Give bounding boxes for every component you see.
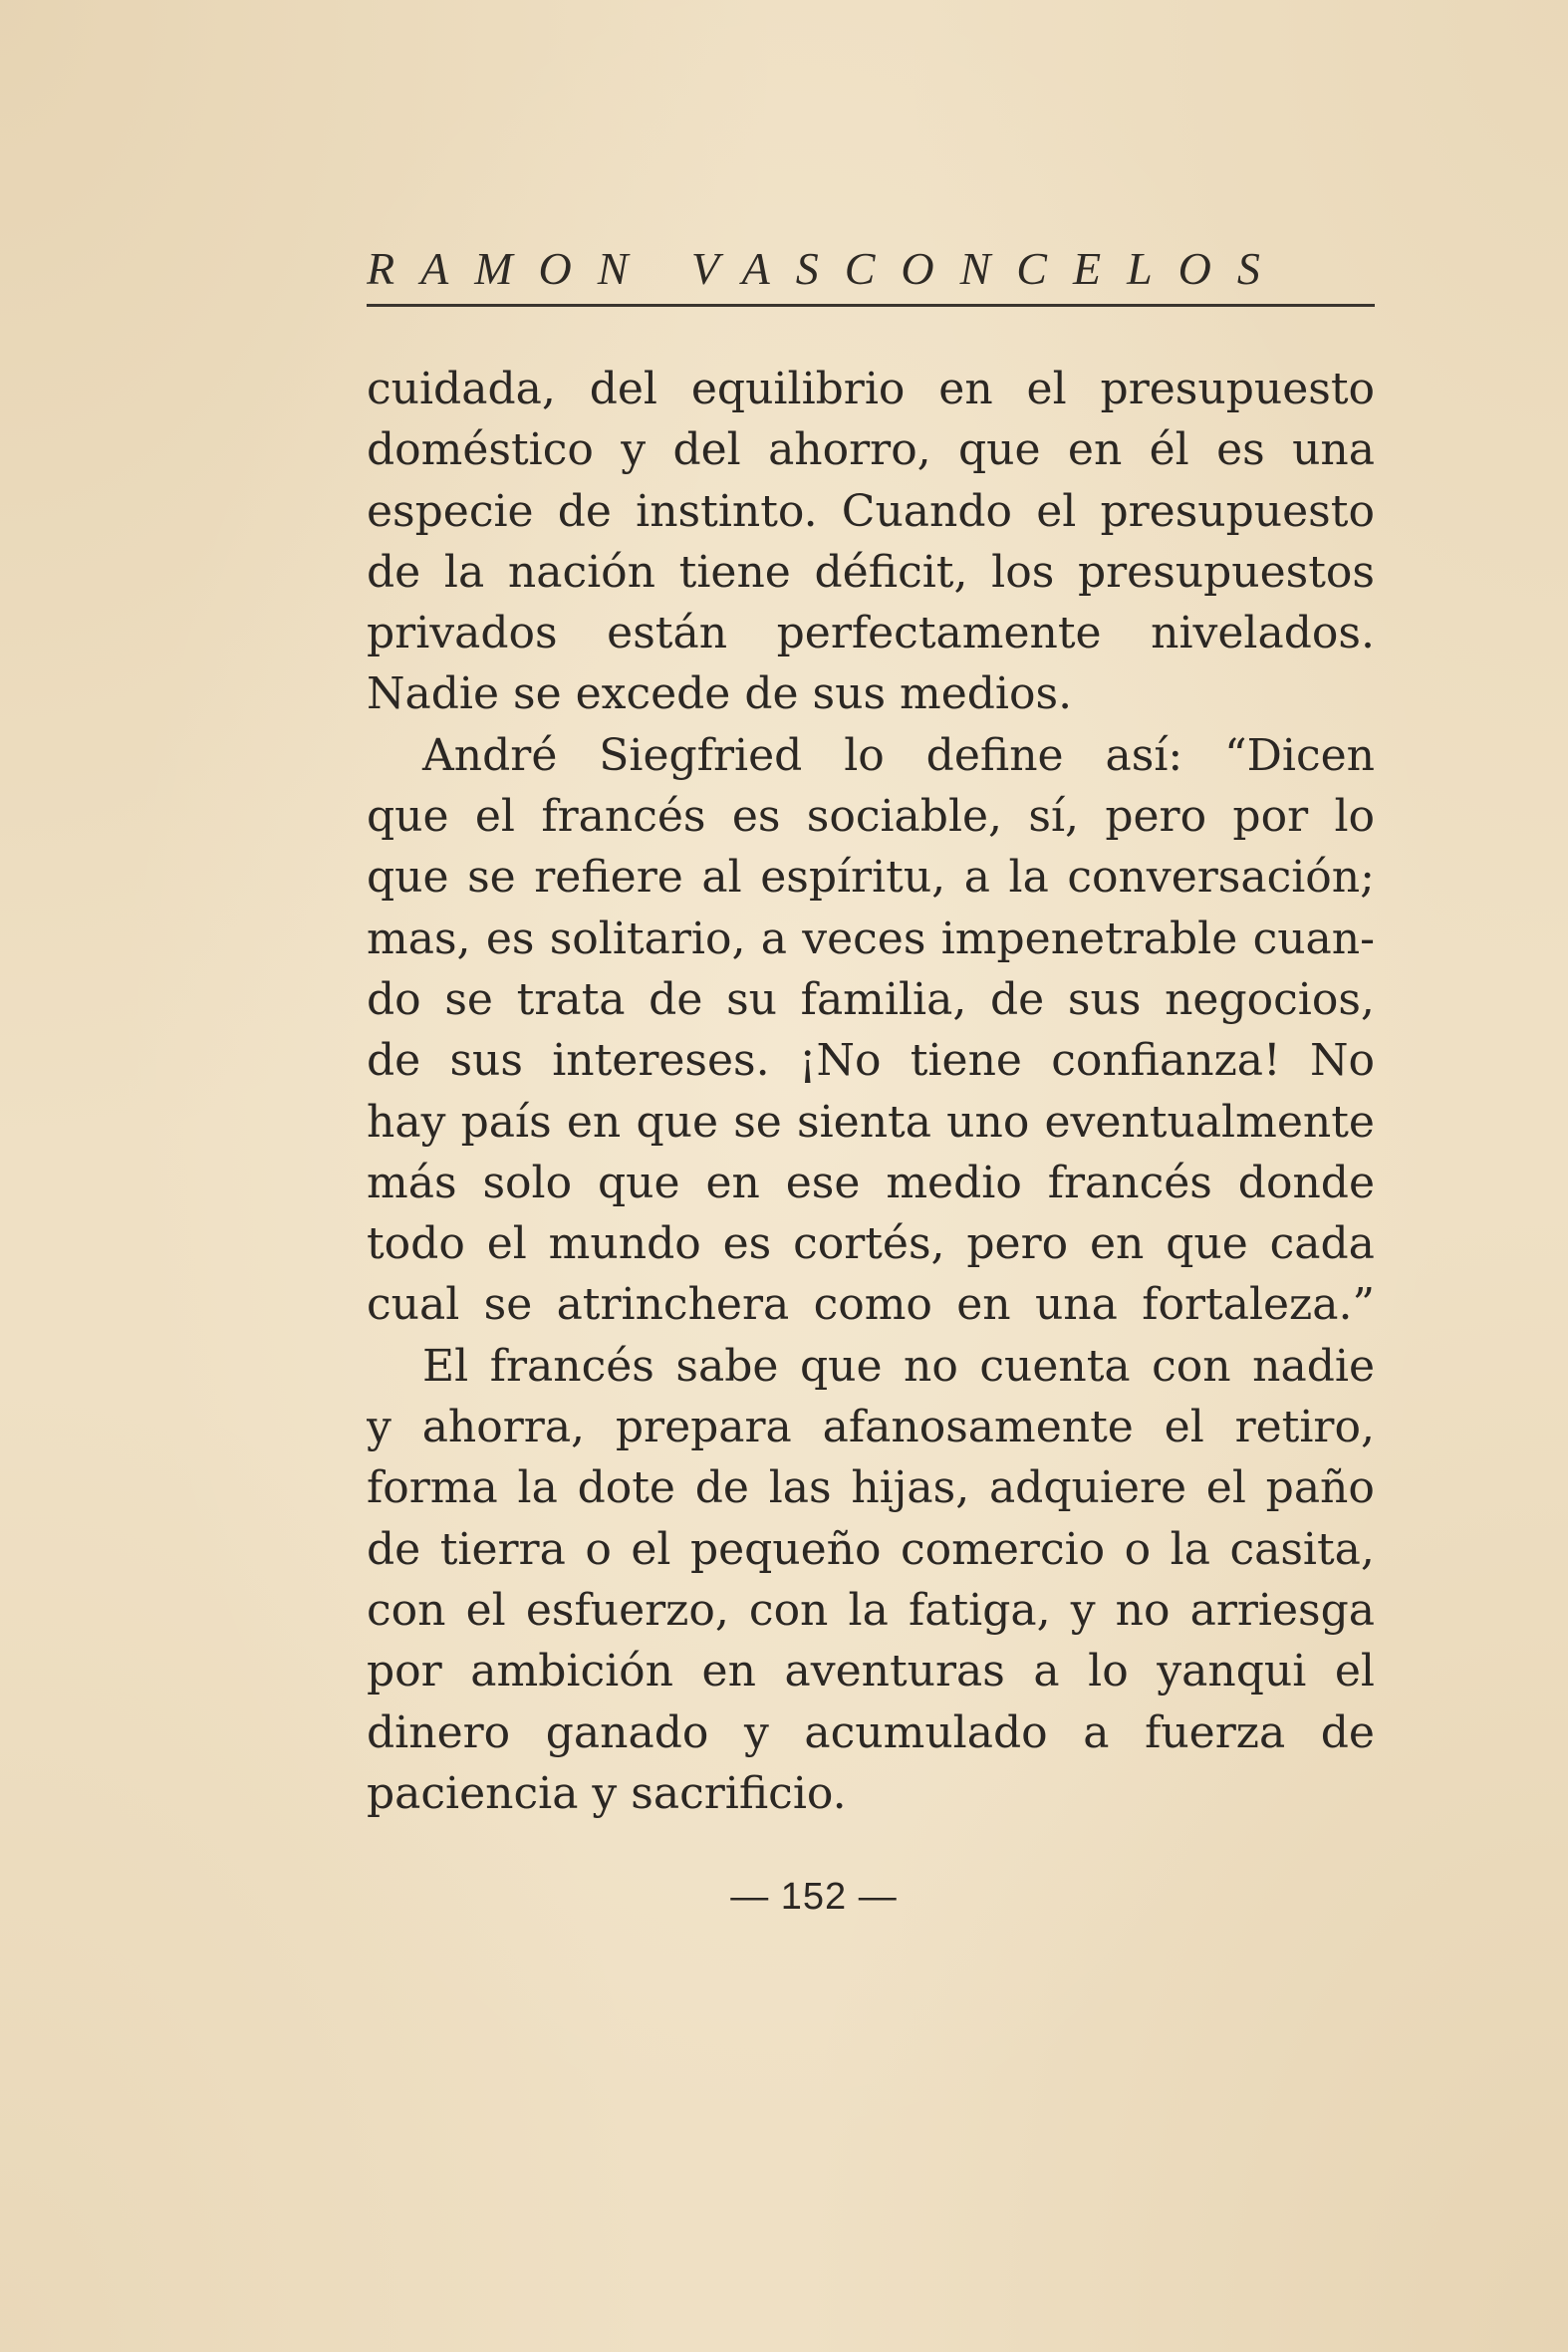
text-line: dinero ganado y acumulado a fuerza de xyxy=(367,1706,1375,1758)
running-head: RAMON VASCONCELOS xyxy=(367,243,1286,294)
text-line: forma la dote de las hijas, adquiere el paño xyxy=(367,1462,1375,1514)
text-line: mas, es solitario, a veces impenetrable cuan- xyxy=(367,913,1375,964)
text-line: cuidada, del equilibrio en el presupuesto xyxy=(367,364,1375,414)
text-line: de la nación tiene déficit, los presupuestos xyxy=(367,546,1375,598)
text-line: más solo que en ese medio francés donde xyxy=(367,1157,1375,1208)
text-line: de sus intereses. ¡No tiene confianza! No xyxy=(367,1035,1375,1087)
text-line: por ambición en aventuras a lo yanqui el xyxy=(367,1646,1375,1698)
body-text xyxy=(367,359,1375,1833)
text-line: do se trata de su familia, de sus negocios, xyxy=(367,973,1375,1025)
text-line: especie de instinto. Cuando el presupuesto xyxy=(367,485,1375,537)
header-rule xyxy=(367,304,1375,307)
text-line: El francés sabe que no cuenta con nadie xyxy=(422,1340,1375,1392)
text-line: cual se atrinchera como en una fortaleza.” xyxy=(367,1279,1375,1331)
text-line: privados están perfectamente nivelados. xyxy=(367,608,1375,659)
text-line: Nadie se excede de sus medios. xyxy=(367,668,1073,720)
text-line: paciencia y sacrificio. xyxy=(367,1767,847,1819)
text-line: doméstico y del ahorro, que en él es una xyxy=(367,424,1375,476)
text-line: y ahorra, prepara afanosamente el retiro, xyxy=(367,1402,1375,1453)
text-line: André Siegfried lo define así: “Dicen xyxy=(422,729,1375,781)
text-line: de tierra o el pequeño comercio o la casita, xyxy=(367,1523,1375,1575)
page-number: — 152 — xyxy=(730,1876,898,1918)
text-line: con el esfuerzo, con la fatiga, y no arriesga xyxy=(367,1584,1375,1636)
text-line: todo el mundo es cortés, pero en que cada xyxy=(367,1218,1375,1270)
text-line: que se refiere al espíritu, a la conversación; xyxy=(367,852,1375,904)
text-line: hay país en que se sienta uno eventualmente xyxy=(367,1096,1375,1148)
text-line: que el francés es sociable, sí, pero por lo xyxy=(367,791,1375,843)
